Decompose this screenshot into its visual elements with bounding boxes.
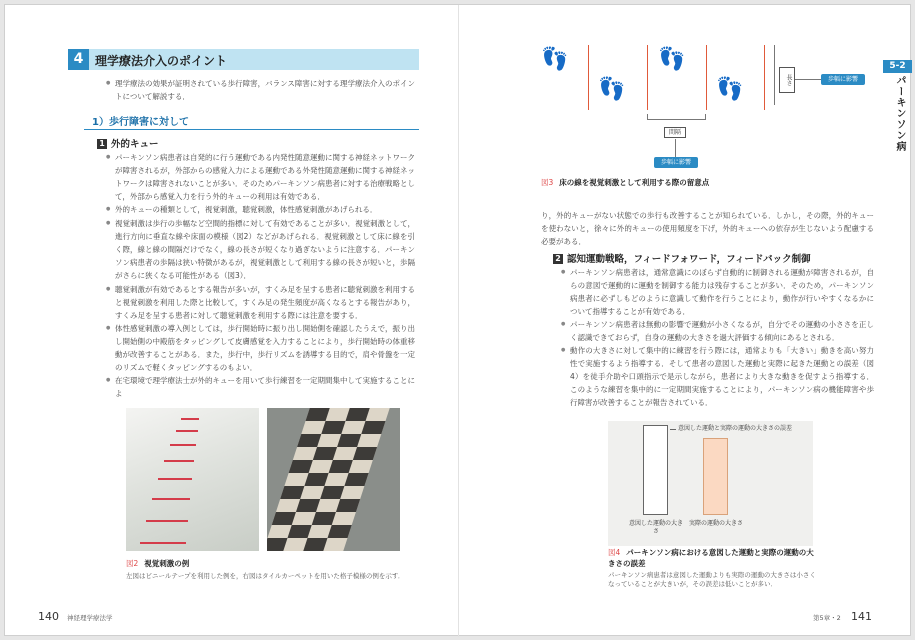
footprint-icon: 👣: [541, 47, 569, 72]
continuation-text: り，外的キューがない状態での歩行も改善することが知られている．しかし，その際，外的キューを使わないと，徐々に外的キューの使用頻度を下げ，外的キューへの依存が生じないよう配慮する必要がある．: [541, 211, 874, 246]
footprint-icon: 👣: [716, 77, 744, 102]
fig4-subtitle: パーキンソン病患者は意図した運動よりも実際の運動の大きさは小さくなっていることが大きいが，その誤差は低いことが多い．: [608, 571, 816, 588]
fig3-line: [706, 45, 707, 110]
right-page: [458, 5, 912, 637]
fig4-caption: [608, 547, 818, 569]
chapter-tab: 5-2: [883, 60, 912, 73]
fig3-label: 図3: [541, 178, 554, 187]
fig2-label: 図2: [126, 559, 139, 568]
fig4-title: パーキンソン病における意図した運動と実際の運動の大きさの誤差: [608, 548, 814, 568]
footprint-icon: 👣: [658, 47, 686, 72]
fig3-title: 床の線を視覚刺激として利用する際の留意点: [559, 178, 710, 187]
fig2-subtitle: 左図はビニールテープを利用した例を，右図はタイルカーペットを用いた格子模様の例を示す．: [126, 572, 405, 580]
bullet-6: ● 在宅環境で理学療法士が外的キューを用いて歩行練習を一定期間集中して実施することによ: [115, 374, 415, 400]
bullet-r3: ● 動作の大きさに対して集中的に練習を行う際には，通常よりも「大きい」動きを高い努力性で実施するよう指導する．そして患者の意図した運動と実際に起きた運動との誤差（図4）を徒手介助や口頭指示で是示しながら，患者により大きな動きを促すよう指導する．このような練習を集中的に一定期間実施することにより，パーキンソン病の機能障害や歩行障害が改善することが報告されている．: [570, 344, 874, 409]
page-number-left: 140: [38, 610, 59, 623]
fig3-line: [588, 45, 589, 110]
bullet-r2: ● パーキンソン病患者は無動の影響で運動が小さくなるが，自分でその運動の小ささを正しく認識できておらず，自身の運動の大きさを過大評価する傾向にあるとされる．: [570, 318, 874, 344]
bullet-r1: ● パーキンソン病患者は，通常意識にのぼらず自動的に制御される運動が障害されるが，自らの意図で運動的に運動を制御する能力は残存することが多い．そのため，パーキンソン病患者に必ずしもどのように意識して動作を行うことにより，動作が行いやすくなるかについて指導することが有効である．: [570, 266, 874, 318]
fig3-arrow: [795, 79, 821, 80]
book-spread: [4, 4, 911, 636]
section-number: 4: [68, 49, 89, 70]
heading-title: 外的キュー: [111, 139, 159, 150]
fig4-error-label: 意図した運動と実際の運動の大きさの誤差: [678, 425, 793, 432]
heading-number: 2: [553, 254, 563, 264]
fig3-caption: [541, 177, 709, 188]
intro-text: ● 理学療法の効果が証明されている歩行障害，バランス障害に対する理学療法介入のポイントについて解説する．: [115, 77, 415, 103]
fig4-bar-intended: [643, 425, 668, 515]
section-header: [68, 49, 419, 70]
heading-underline: [84, 129, 419, 130]
chapter-title-vertical: パーキンソン病: [894, 75, 905, 152]
fig3-interval-bracket: [647, 114, 706, 120]
fig3-interval-label: 間隔: [664, 127, 686, 138]
fig4-error-arrow: [670, 429, 676, 430]
heading-title: 認知運動戦略，フィードフォワード，フィードバック制御: [567, 254, 811, 265]
fig4-label: 図4: [608, 548, 621, 557]
heading-cognitive-strategy: [553, 251, 811, 265]
chapter-reference: 第5章・2: [813, 614, 841, 622]
fig4-bar-label-actual: 実際の運動の大きさ: [688, 520, 743, 527]
fig3-length-label: 長さ: [779, 67, 795, 93]
bullet-5: ● 体性感覚刺激の導入例としては，歩行開始時に振り出し開始側を確認したうえで，振り出し開始側の中殿筋をタッピングして皮膚感覚を入力することにより，歩行開始時の体重移動が改善することがある．また，歩行中，歩行リズムを誘導する目的で，肩や骨盤を一定のリズムで軽くタッピングするのもよい．: [115, 322, 415, 374]
left-page: [5, 5, 458, 637]
fig4-bar-actual: [703, 438, 728, 515]
bullet-3: ● 視覚刺激は歩行の歩幅など空間的指標に対して有効であることが多い．視覚刺激として，進行方向に垂直な線や床面の模様（図2）などがあげられる．視覚刺激として床に線を引く際，線と線の間隔だけでなく，線の長さが短くなり過ぎないように注意する．パーキンソン病患者の歩隔は狭い特徴があるが，視覚刺激として利用する線の長さが短いと，歩隔がさらに狭くなる可能性がある（図3）．: [115, 217, 415, 282]
fig2-photo-carpet: [267, 408, 400, 551]
heading-external-cue: [97, 136, 159, 150]
fig2-caption: [126, 558, 189, 569]
bullet-1: ● パーキンソン病患者は自発的に行う運動である内発性随意運動に関する神経ネットワークが障害されるが，外部からの感覚入力による運動である外発性随意運動に関する神経ネットワークは障害されないことが多い．そのためパーキンソン病患者に対する治療戦略として，外部から感覚入力を行う外的キューの利用は有効である．: [115, 151, 415, 203]
heading-number: 1: [97, 139, 107, 149]
fig3-length-bracket: [774, 45, 775, 105]
bullet-2: ● 外的キューの種類として，視覚刺激，聴覚刺激，体性感覚刺激があげられる．: [115, 203, 415, 216]
fig2-title: 視覚刺激の例: [144, 559, 190, 568]
section-title: 理学療法介入のポイント: [95, 54, 228, 68]
fig3-arrow: [675, 139, 676, 157]
fig3-line: [764, 45, 765, 110]
fig3-line: [647, 45, 648, 110]
fig3-effect-interval: 歩幅に影響: [654, 157, 698, 168]
heading-gait: 1）歩行障害に対して: [92, 117, 189, 128]
fig3-effect-stride: 歩幅に影響: [821, 74, 865, 85]
page-number-right: 141: [851, 610, 872, 623]
footprint-icon: 👣: [598, 77, 626, 102]
fig4-bar-label-intended: 意図した運動の大きさ: [628, 520, 683, 535]
bullet-4: ● 聴覚刺激が有効であるとする報告が多いが，すくみ足を呈する患者に聴覚刺激を利用すると視覚刺激を利用した際と比較して，すくみ足の発生頻度が高くなるとする報告があり，すくみ足を呈する患者に対して聴覚刺激を利用する際には注意を要する．: [115, 283, 415, 322]
running-title: 神経理学療法学: [67, 614, 113, 622]
fig2-photo-tape: [126, 408, 259, 551]
